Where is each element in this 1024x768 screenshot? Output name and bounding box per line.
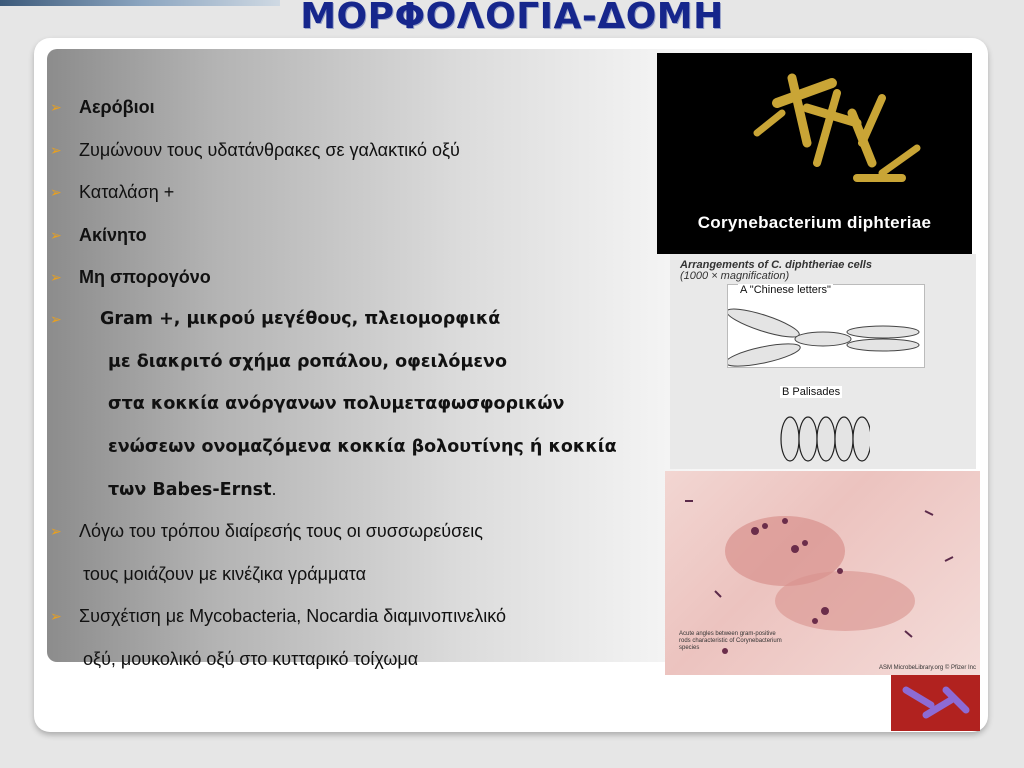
bullet-text: Καταλάση +: [79, 182, 175, 202]
bullet-text: Μη σπορογόνο: [79, 267, 211, 287]
gram-line: των Babes-Ernst: [108, 480, 272, 500]
bullet-text: Αερόβιοι: [79, 97, 155, 117]
arrow-bullet-icon: ➢: [50, 269, 62, 285]
cell-arrangement-diagram: [670, 254, 976, 469]
slide-title: ΜΟΡΦΟΛΟΓΙΑ-ΔΟΜΗ: [300, 0, 724, 37]
chinese-letters-box: [727, 284, 925, 368]
diagram-subtitle: (1000 × magnification): [680, 270, 790, 282]
label-palisades: B Palisades: [782, 386, 841, 398]
diagram-title: Arrangements of C. diphtheriae cells: [680, 259, 872, 271]
gram-line: με διακριτό σχήμα ροπάλου, οφειλόμενο: [108, 352, 508, 372]
micrograph-caption: Corynebacterium diphteriae: [697, 213, 932, 232]
bullet-text: Λόγω του τρόπου διαίρεσής τους οι συσσωρεύσεις: [79, 521, 483, 541]
gram-period: .: [271, 479, 277, 499]
bullet-text: Ακίνητο: [79, 225, 147, 245]
gram-line: Gram +, μικρού μεγέθους, πλειομορφικά: [100, 309, 501, 329]
gram-stain-image: [665, 471, 980, 675]
bacteria-micrograph-image: [657, 53, 972, 254]
bullet-continuation: οξύ, μουκολικό οξύ στο κυτταρικό τοίχωμα: [83, 649, 419, 669]
arrow-bullet-icon: ➢: [50, 142, 62, 158]
bullet-text: Ζυμώνουν τους υδατάνθρακες σε γαλακτικό οξύ: [79, 140, 460, 160]
palisades-box: [780, 384, 870, 464]
arrow-bullet-icon: ➢: [50, 99, 62, 115]
arrow-bullet-icon: ➢: [50, 523, 62, 539]
gram-line: στα κοκκία ανόργανων πολυμεταφωσφορικών: [108, 394, 565, 414]
chinese-letters-drawing: [728, 285, 924, 367]
arrow-bullet-icon: ➢: [50, 311, 62, 327]
purple-rods-thumbnail: [891, 675, 980, 731]
arrow-bullet-icon: ➢: [50, 608, 62, 624]
stain-caption: Acute angles between gram-positive rods characteristic of Corynebacterium species: [679, 631, 782, 651]
purple-rods-illustration: [891, 675, 980, 731]
label-chinese-letters: A "Chinese letters": [740, 284, 831, 296]
stain-credit: ASM MicrobeLibrary.org © Pfizer Inc: [878, 665, 976, 671]
gram-line-last: [108, 476, 276, 502]
arrow-bullet-icon: ➢: [50, 184, 62, 200]
gram-line: ενώσεων ονομαζόμενα κοκκία βολουτίνης ή κοκκία: [108, 437, 617, 457]
rod-bacteria-illustration: [657, 53, 972, 213]
bullet-text: Συσχέτιση με Mycobacteria, Nocardia διαμινοπινελικό: [79, 606, 507, 626]
bullet-continuation: τους μοιάζουν με κινέζικα γράμματα: [83, 564, 367, 584]
arrow-bullet-icon: ➢: [50, 227, 62, 243]
